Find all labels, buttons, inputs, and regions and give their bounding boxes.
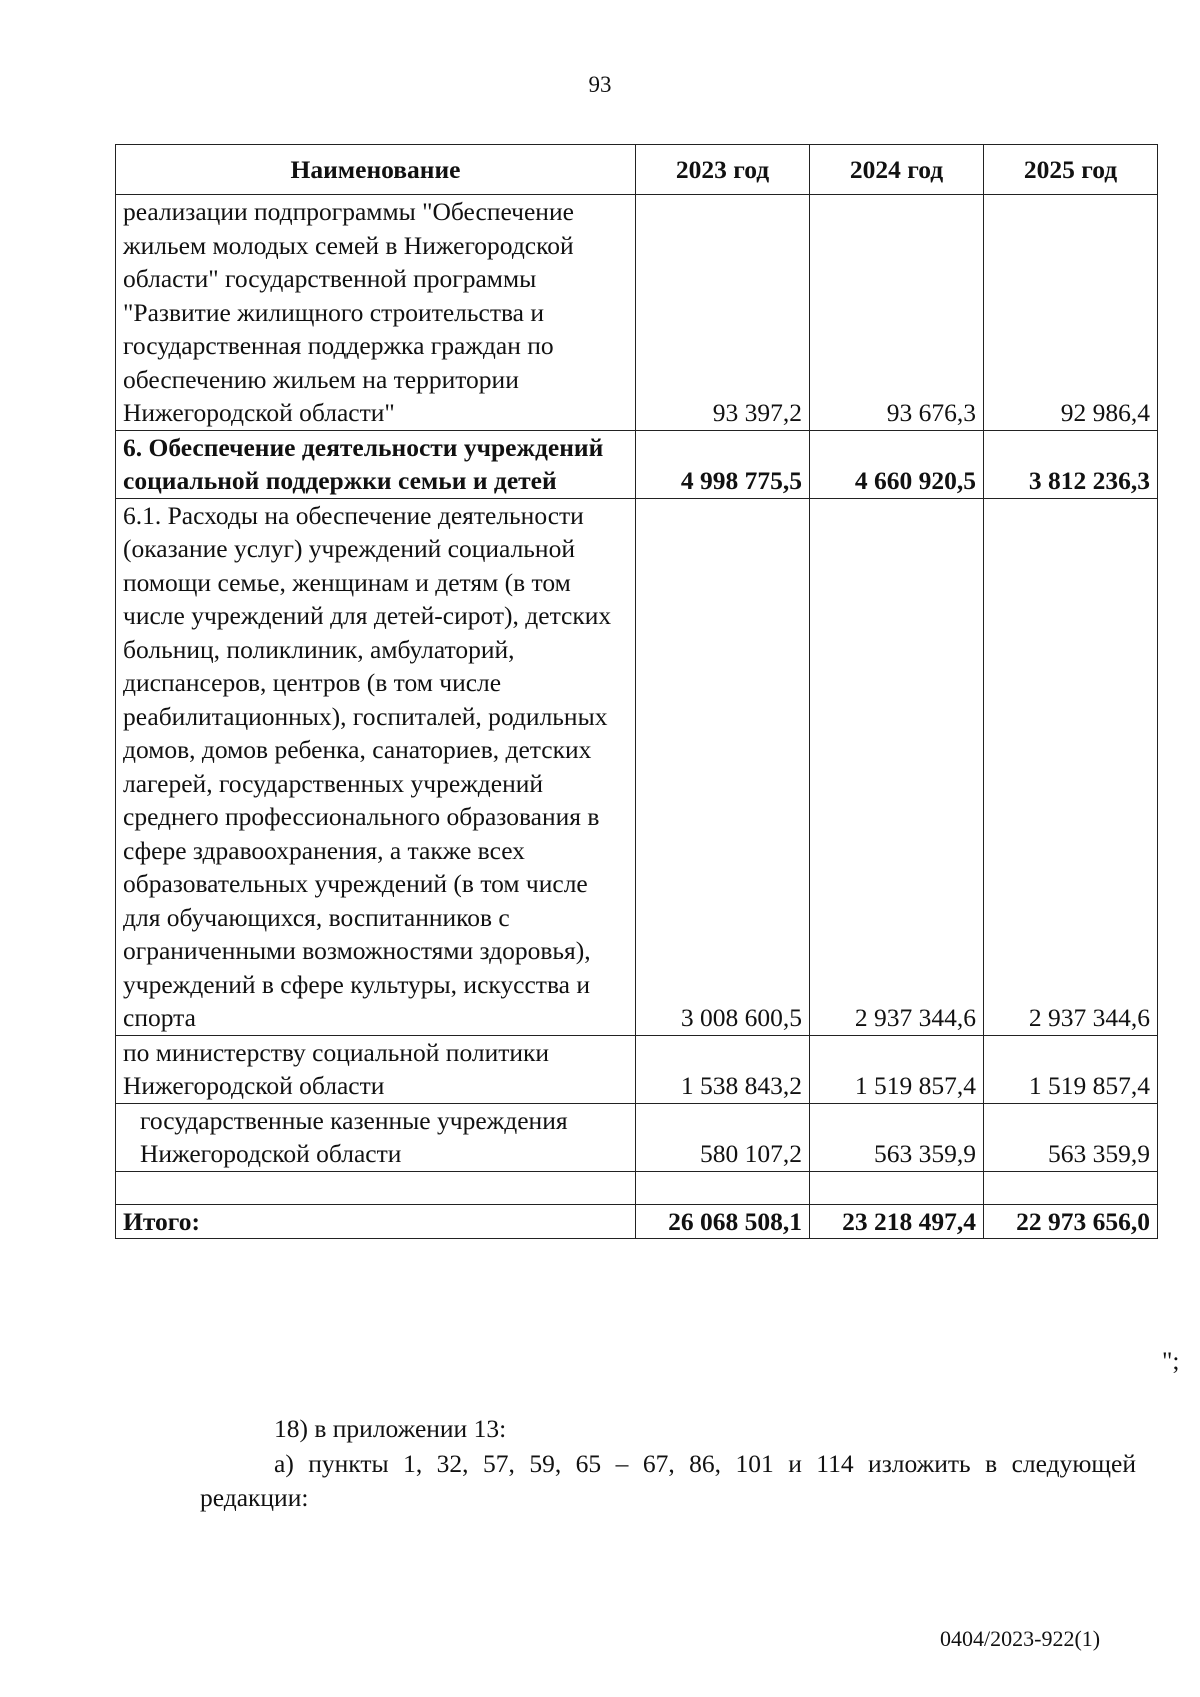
value-2023: 580 107,2 [636,1103,810,1171]
table-row [116,430,1158,498]
header-2024: 2024 год [810,145,984,195]
value-2025: 563 359,9 [984,1103,1158,1171]
value-2024: 4 660 920,5 [810,430,984,498]
document-code: 0404/2023-922(1) [940,1626,1101,1651]
empty-cell [636,1171,810,1204]
empty-cell [810,1171,984,1204]
empty-cell [984,1171,1158,1204]
paragraph-subitem-a: а) пункты 1, 32, 57, 59, 65 – 67, 86, 101 и 114 изложить в следующей [274,1449,1136,1478]
table-row [116,195,1158,431]
total-2025: 22 973 656,0 [984,1204,1158,1239]
value-2023: 93 397,2 [636,195,810,431]
header-2025: 2025 год [984,145,1158,195]
value-2025: 1 519 857,4 [984,1035,1158,1103]
value-2023: 1 538 843,2 [636,1035,810,1103]
table-header-row [116,145,1158,195]
table-row [116,498,1158,1035]
value-2025: 2 937 344,6 [984,498,1158,1035]
total-2023: 26 068 508,1 [636,1204,810,1239]
value-2025: 92 986,4 [984,195,1158,431]
paragraph-continuation: редакции: [200,1483,309,1512]
row-name: 6.1. Расходы на обеспечение деятельности (оказание услуг) учреждений социальной помощи семье, женщинам и детям (в том числе учреждений для детей-сирот), детских больниц, поликлиник, амбулаторий, диспансеров, центров (в том числе реабилитационных), госпиталей, родильных домов, домов ребенка, санаториев, детских лагерей, государственных учреждений среднего профессионального образования в сфере здравоохранения, а также всех образовательных учреждений (в том числе для обучающихся, воспитанников с ограниченными возможностями здоровья), учреждений в сфере культуры, искусства и спорта [116,498,636,1035]
row-name: реализации подпрограммы "Обеспечение жильем молодых семей в Нижегородской области" государственной программы "Развитие жилищного строительства и государственная поддержка граждан по обеспечению жильем на территории Нижегородской области" [116,195,636,431]
value-2024: 563 359,9 [810,1103,984,1171]
row-name: государственные казенные учреждения Нижегородской области [116,1103,636,1171]
paragraph-item-18: 18) в приложении 13: [274,1414,507,1443]
total-2024: 23 218 497,4 [810,1204,984,1239]
header-name: Наименование [116,145,636,195]
value-2024: 1 519 857,4 [810,1035,984,1103]
table-row [116,1103,1158,1171]
value-2023: 3 008 600,5 [636,498,810,1035]
total-label: Итого: [116,1204,636,1239]
row-name: 6. Обеспечение деятельности учреждений социальной поддержки семьи и детей [116,430,636,498]
table-row-total [116,1204,1158,1239]
value-2025: 3 812 236,3 [984,430,1158,498]
header-2023: 2023 год [636,145,810,195]
table-row [116,1035,1158,1103]
table-row-empty [116,1171,1158,1204]
value-2024: 2 937 344,6 [810,498,984,1035]
value-2023: 4 998 775,5 [636,430,810,498]
page-number: 93 [588,72,612,97]
budget-table [115,144,1158,1239]
row-name: по министерству социальной политики Нижегородской области [116,1035,636,1103]
empty-cell [116,1171,636,1204]
value-2024: 93 676,3 [810,195,984,431]
closing-quote: "; [1162,1346,1180,1375]
